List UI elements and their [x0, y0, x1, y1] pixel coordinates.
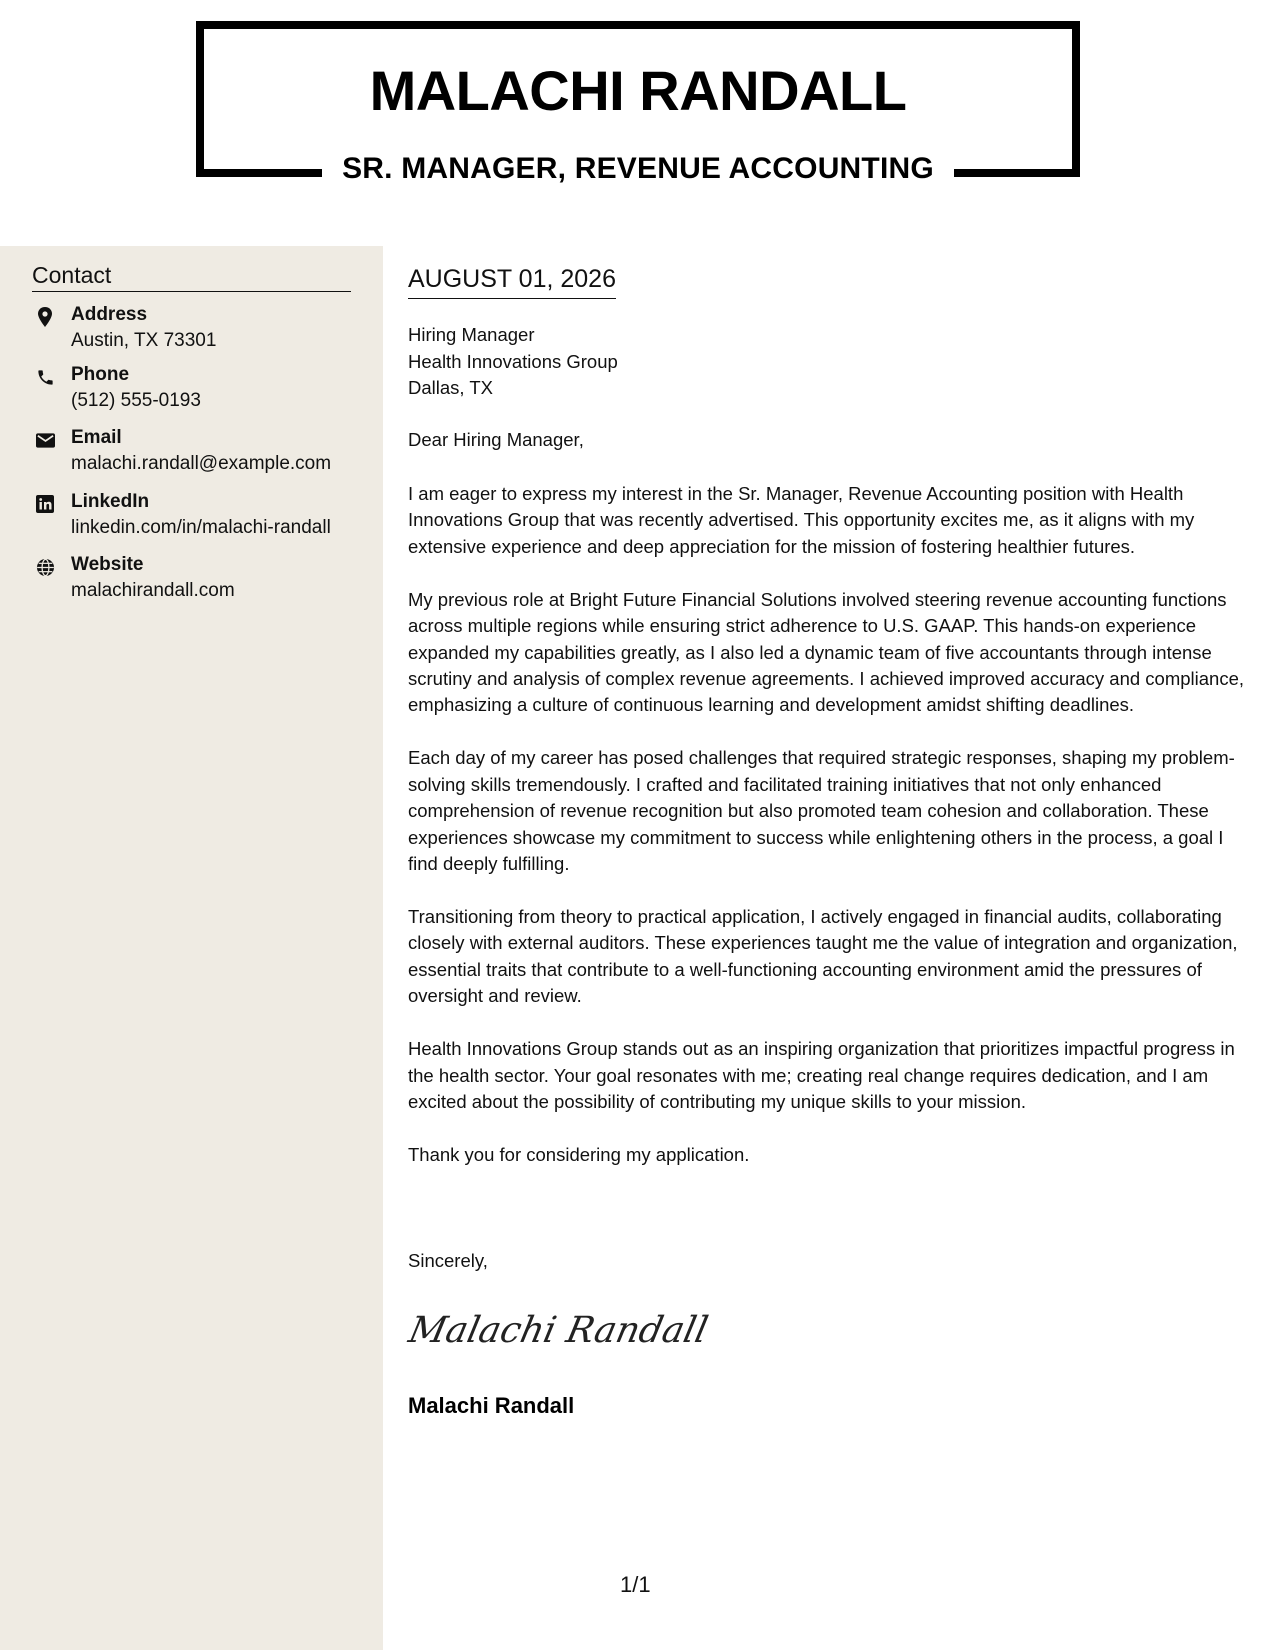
- candidate-name: MALACHI RANDALL: [369, 59, 907, 122]
- body-paragraph: Transitioning from theory to practical application, I actively engaged in financial audits, collaborating closely with external auditors. These experiences taught me the value of integration and organization, essential traits that contribute to a well-functioning accounting environment amid the pressures of oversight and review.: [408, 906, 1238, 1007]
- page-number: 1/1: [620, 1572, 651, 1597]
- job-title: SR. MANAGER, REVENUE ACCOUNTING: [342, 152, 934, 185]
- body-paragraph: My previous role at Bright Future Financial Solutions involved steering revenue accounting functions across multiple regions while ensuring strict adherence to U.S. GAAP. This hands-on experience expanded my capabilities greatly, as I also led a dynamic team of five accountants through intense scrutiny and analysis of complex revenue agreements. I achieved improved accuracy and compliance, emphasizing a culture of continuous learning and development amidst shifting deadlines.: [408, 588, 1245, 716]
- body-paragraph: Health Innovations Group stands out as an inspiring organization that prioritizes impactful progress in the health sector. Your goal resonates with me; creating real change requires dedication, and I am excited about the possibility of contributing my unique skills to your mission.: [408, 1038, 1235, 1113]
- contact-item-website: [32, 554, 372, 606]
- handwritten-signature: [405, 1300, 712, 1361]
- contact-label: Website: [71, 554, 144, 575]
- linkedin-icon: [35, 494, 55, 514]
- header-frame-bottom-right: [954, 169, 1080, 177]
- contact-value: malachi.randall@example.com: [71, 453, 332, 474]
- signer-name: Malachi Randall: [408, 1393, 575, 1418]
- contact-value: linkedin.com/in/malachi-randall: [71, 517, 331, 538]
- contact-item-email: [32, 427, 372, 479]
- contact-item-address: [32, 304, 372, 356]
- letter-date: AUGUST 01, 2026: [408, 265, 616, 299]
- recipient-line: Dallas, TX: [408, 377, 493, 398]
- contact-value: (512) 555-0193: [71, 390, 201, 411]
- svg-text:Malachi Randall: Malachi Randall: [405, 1308, 712, 1351]
- contact-label: Phone: [71, 364, 130, 385]
- recipient-line: Hiring Manager: [408, 324, 535, 345]
- contact-item-linkedin: [32, 491, 372, 543]
- phone-icon: [35, 367, 55, 387]
- recipient-line: Health Innovations Group: [408, 350, 618, 372]
- contact-item-phone: [32, 364, 372, 416]
- contact-heading: Contact: [32, 262, 351, 292]
- body-paragraph: Thank you for considering my application.: [408, 1144, 750, 1166]
- contact-value: Austin, TX 73301: [71, 330, 217, 351]
- contact-label: LinkedIn: [71, 491, 150, 512]
- recipient-block: [408, 322, 618, 402]
- closing: Sincerely,: [408, 1250, 488, 1271]
- location-pin-icon: [35, 307, 55, 327]
- email-icon: [35, 430, 55, 450]
- contact-label: Email: [71, 427, 122, 448]
- body-paragraph: Each day of my career has posed challenges that required strategic responses, shaping my problem-solving skills tremendously. I crafted and facilitated training initiatives that not only enhanced comprehension of revenue recognition but also promoted team cohesion and collaboration. These experiences showcase my commitment to success while enlightening others in the process, a goal I find deeply fulfilling.: [408, 747, 1235, 875]
- header-frame-bottom-left: [196, 169, 322, 177]
- contact-label: Address: [71, 304, 148, 325]
- letter-body: [408, 481, 1248, 1195]
- body-paragraph: I am eager to express my interest in the Sr. Manager, Revenue Accounting position with Health Innovations Group that was recently advertised. This opportunity excites me, as it aligns with my extensive experience and deep appreciation for the mission of fostering healthier futures.: [408, 483, 1195, 557]
- globe-icon: [35, 557, 55, 577]
- contact-value: malachirandall.com: [71, 580, 235, 601]
- salutation: Dear Hiring Manager,: [408, 429, 584, 450]
